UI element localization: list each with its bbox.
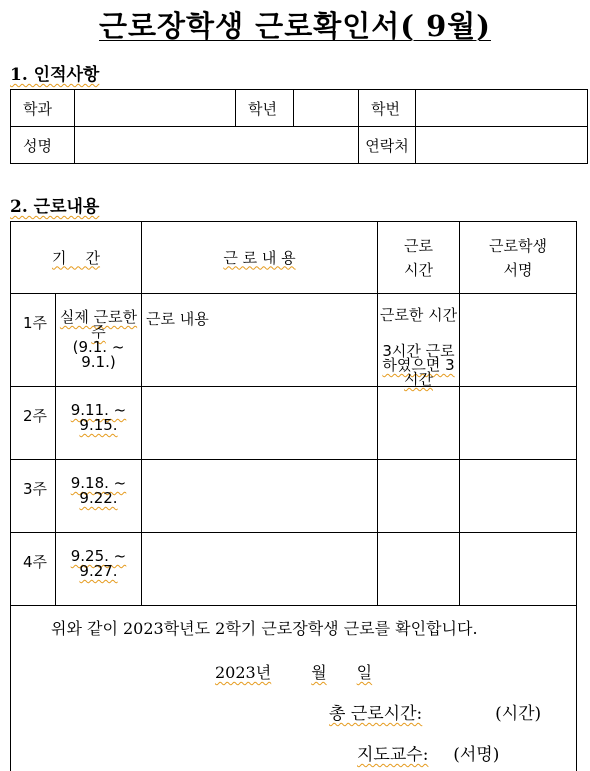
dept-label: 학과 <box>11 90 75 127</box>
week-label: 2주 <box>11 387 56 460</box>
info-row-2 <box>11 127 588 164</box>
content-header-text: 근 로 내 용 <box>223 249 295 267</box>
contact-field[interactable] <box>416 127 588 164</box>
week-signature[interactable] <box>460 294 577 387</box>
date-month: 월 <box>311 663 326 682</box>
week-hours-line3: 하였으면 3시간 <box>378 358 459 386</box>
dept-field[interactable] <box>75 90 236 127</box>
week-row <box>11 533 577 606</box>
student-id-label: 학번 <box>359 90 416 127</box>
week-period-line1: 실제 근로한 주 <box>56 310 141 340</box>
total-hours-unit: (시간) <box>495 704 541 724</box>
content-header <box>142 222 378 294</box>
year-label: 학년 <box>236 90 294 127</box>
week-hours[interactable] <box>378 460 460 533</box>
contact-label: 연락처 <box>359 127 416 164</box>
week-period[interactable] <box>56 387 142 460</box>
section1-heading <box>10 60 99 85</box>
total-hours-line <box>329 699 541 724</box>
week-content-text: 근로 내용 <box>146 310 209 328</box>
signature-header-line1: 근로학생 <box>460 234 576 258</box>
confirmation-text: 위와 같이 2023학년도 2학기 근로장학생 근로를 확인합니다. <box>51 616 478 639</box>
work-content-table <box>10 221 577 771</box>
info-row-1 <box>11 90 588 127</box>
week-content[interactable] <box>142 460 378 533</box>
week-signature[interactable] <box>460 460 577 533</box>
week-period-line1: 9.11. ~ 9.15. <box>56 403 141 433</box>
advisor-line <box>357 740 499 765</box>
name-field[interactable] <box>75 127 359 164</box>
signature-header <box>460 222 577 294</box>
signature-header-line2: 서명 <box>460 258 576 282</box>
week-period-line2: (9.1. ~ 9.1.) <box>56 340 141 370</box>
document-title-text: 근로장학생 근로확인서( 9월) <box>99 9 491 43</box>
week-row <box>11 460 577 533</box>
year-field[interactable] <box>294 90 359 127</box>
week-label: 4주 <box>11 533 56 606</box>
footer-row <box>11 606 577 771</box>
document-title <box>0 4 590 45</box>
hours-header-line1: 근로 <box>378 234 459 258</box>
week-period[interactable] <box>56 294 142 387</box>
advisor-label: 지도교수: <box>357 745 428 765</box>
week-period[interactable] <box>56 533 142 606</box>
hours-header-line2: 시간 <box>378 258 459 282</box>
week-period[interactable] <box>56 460 142 533</box>
name-label: 성명 <box>11 127 75 164</box>
week-content[interactable] <box>142 533 378 606</box>
section2-heading-text: 2. 근로내용 <box>10 197 99 217</box>
week-hours[interactable] <box>378 294 460 387</box>
week-label: 1주 <box>11 294 56 387</box>
week-content[interactable] <box>142 387 378 460</box>
confirmation-block <box>11 606 577 771</box>
date-day: 일 <box>357 663 372 682</box>
week-row <box>11 387 577 460</box>
hours-header <box>378 222 460 294</box>
week-signature[interactable] <box>460 387 577 460</box>
week-hours-line2: 3시간 근로 <box>378 344 459 358</box>
week-row <box>11 294 577 387</box>
work-table-header <box>11 222 577 294</box>
total-hours-label: 총 근로시간: <box>329 704 422 724</box>
student-id-field[interactable] <box>416 90 588 127</box>
advisor-sign: (서명) <box>453 745 499 765</box>
period-header-text: 기 간 <box>52 249 100 267</box>
date-line <box>215 660 372 683</box>
period-header <box>11 222 142 294</box>
week-hours-line1: 근로한 시간 <box>378 308 459 322</box>
date-year: 2023년 <box>215 663 271 682</box>
week-hours[interactable] <box>378 387 460 460</box>
week-hours[interactable] <box>378 533 460 606</box>
section1-heading-text: 1. 인적사항 <box>10 65 99 85</box>
personal-info-table <box>10 89 588 164</box>
week-content[interactable] <box>142 294 378 387</box>
week-period-line1: 9.18. ~ 9.22. <box>56 476 141 506</box>
week-signature[interactable] <box>460 533 577 606</box>
section2-heading <box>10 192 99 217</box>
week-period-line1: 9.25. ~ 9.27. <box>56 549 141 579</box>
week-label: 3주 <box>11 460 56 533</box>
